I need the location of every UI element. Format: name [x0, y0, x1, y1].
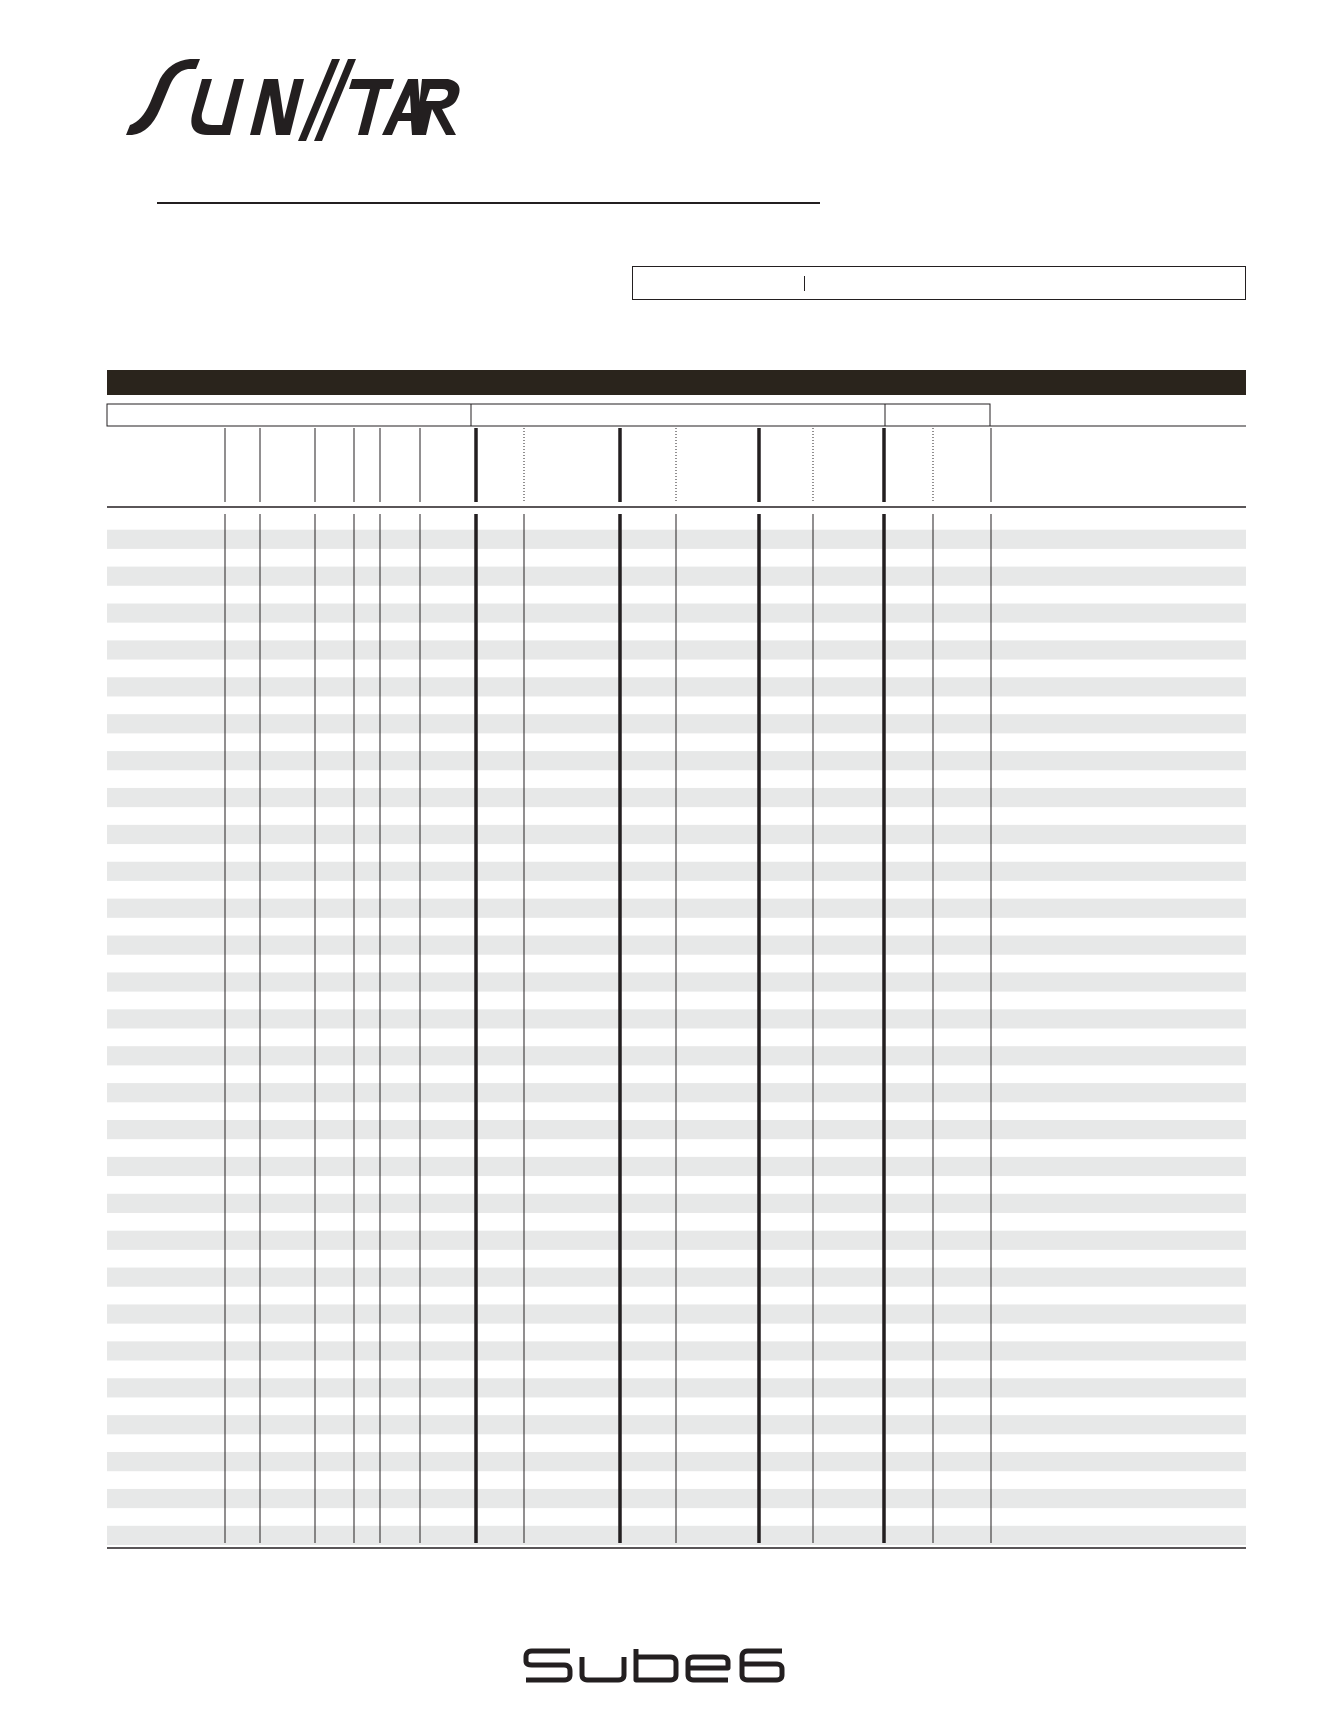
group-header-box	[107, 404, 990, 426]
subeo-logo	[522, 1645, 792, 1685]
